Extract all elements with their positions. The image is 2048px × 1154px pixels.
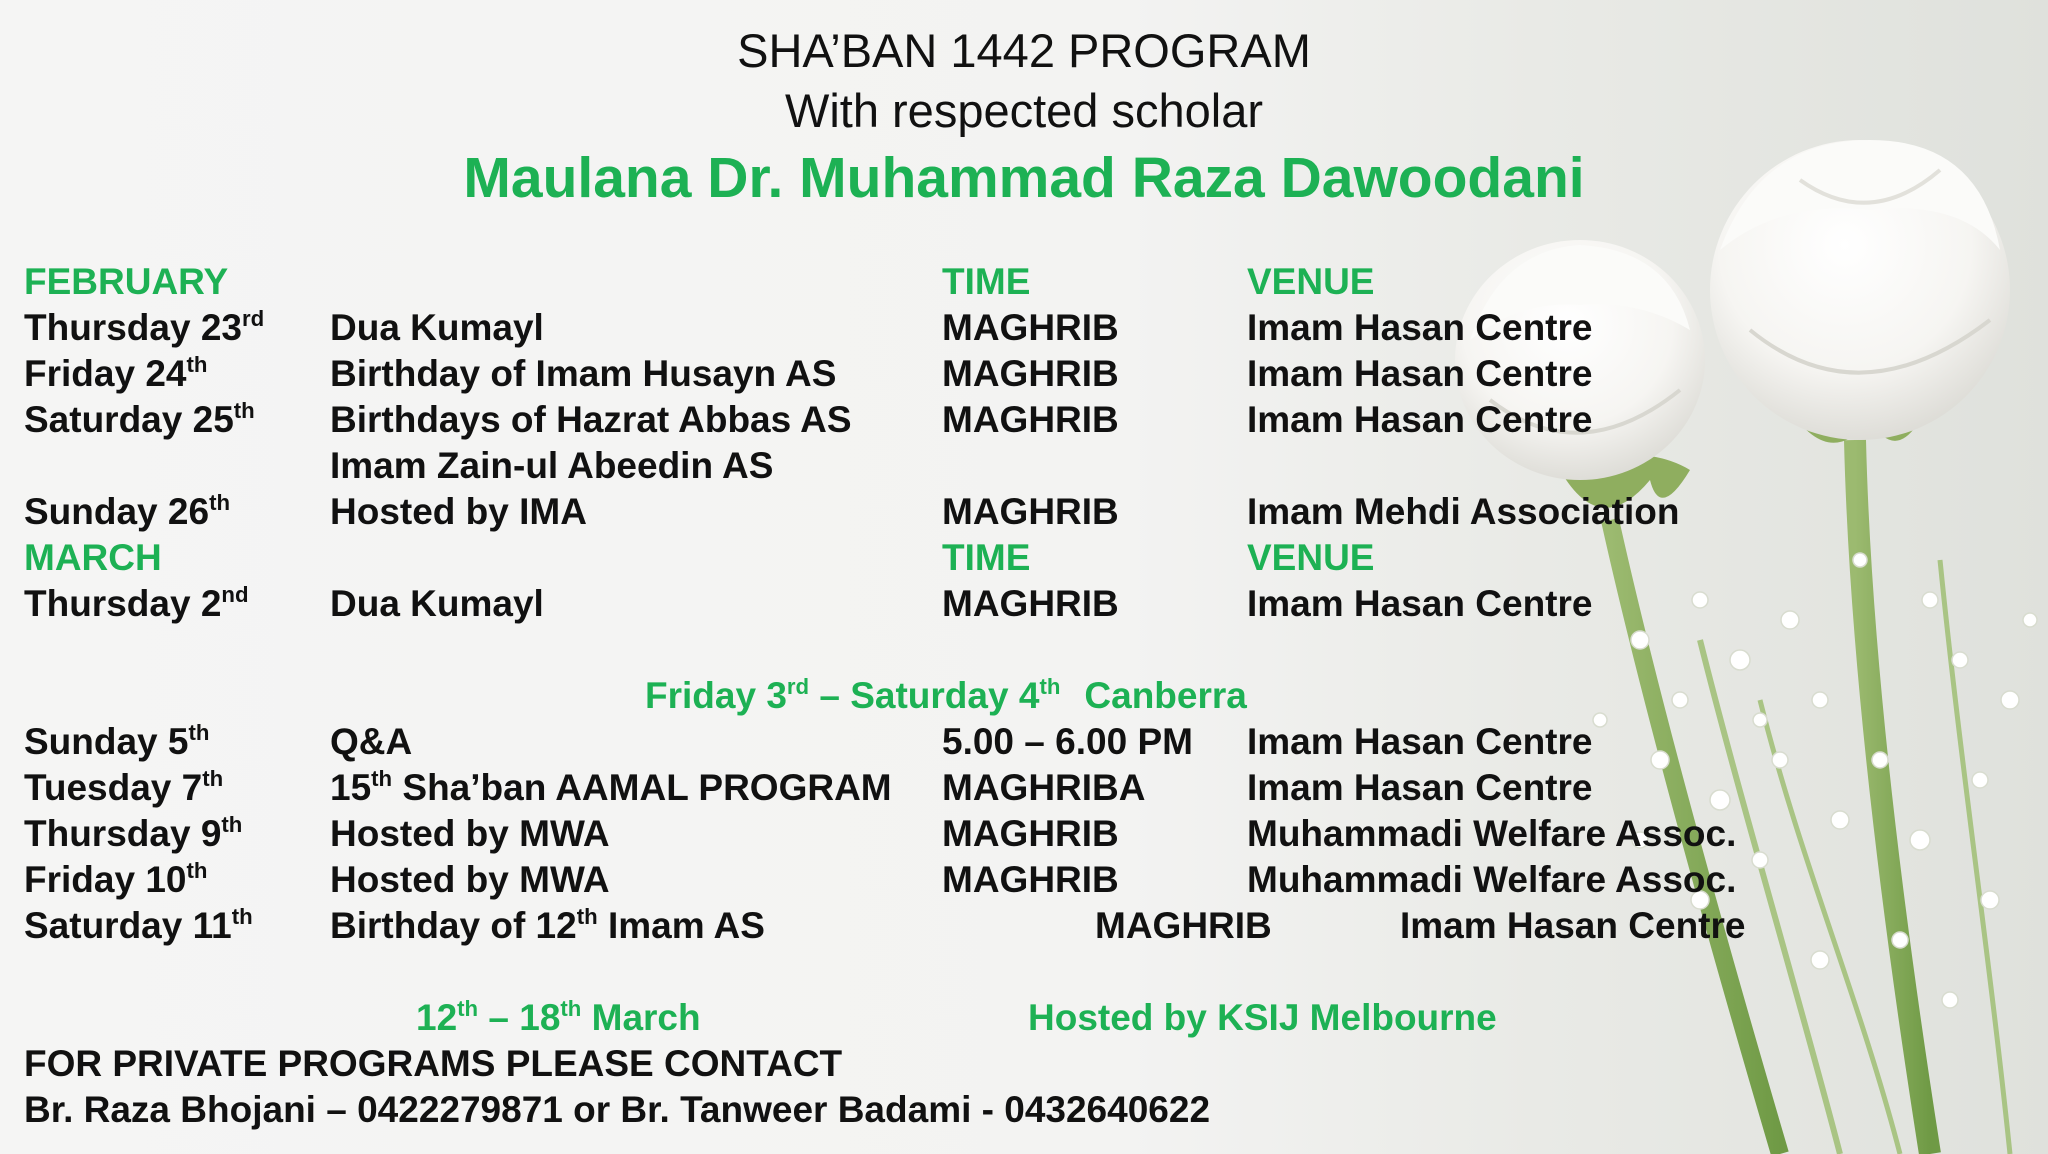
venue-header: VENUE xyxy=(1247,261,1375,302)
event-title: Birthdays of Hazrat Abbas AS xyxy=(330,399,852,440)
event-date: Thursday 2nd xyxy=(24,581,249,624)
event-venue: Muhammadi Welfare Assoc. xyxy=(1247,813,1737,854)
event-time: MAGHRIB xyxy=(942,583,1119,624)
event-time: MAGHRIB xyxy=(942,491,1119,532)
time-header: TIME xyxy=(942,261,1031,302)
event-time: MAGHRIB xyxy=(942,813,1119,854)
event-venue: Imam Hasan Centre xyxy=(1400,905,1746,946)
event-venue: Imam Hasan Centre xyxy=(1247,583,1593,624)
event-title: Hosted by MWA xyxy=(330,813,610,854)
event-date: Saturday 11th xyxy=(24,903,253,946)
event-date: Friday 10th xyxy=(24,857,208,900)
time-header: TIME xyxy=(942,537,1031,578)
event-date: Friday 24th xyxy=(24,351,208,394)
event-title: Dua Kumayl xyxy=(330,307,544,348)
event-venue: Muhammadi Welfare Assoc. xyxy=(1247,859,1737,900)
event-venue: Imam Hasan Centre xyxy=(1247,353,1593,394)
program-heading: SHA’BAN 1442 PROGRAM xyxy=(737,24,1311,77)
ksij-dates: 12th – 18th March xyxy=(416,995,701,1038)
event-time: MAGHRIB xyxy=(942,307,1119,348)
event-date: Thursday 23rd xyxy=(24,305,265,348)
event-venue: Imam Hasan Centre xyxy=(1247,721,1593,762)
event-date: Sunday 5th xyxy=(24,719,210,762)
month-february: FEBRUARY xyxy=(24,261,229,302)
event-date: Tuesday 7th xyxy=(24,765,224,808)
event-venue: Imam Mehdi Association xyxy=(1247,491,1680,532)
event-title: Hosted by IMA xyxy=(330,491,587,532)
event-title: 15th Sha’ban AAMAL PROGRAM xyxy=(330,765,892,808)
contact-heading: FOR PRIVATE PROGRAMS PLEASE CONTACT xyxy=(24,1043,843,1084)
event-venue: Imam Hasan Centre xyxy=(1247,399,1593,440)
scholar-intro: With respected scholar xyxy=(784,84,1264,137)
event-time: MAGHRIB xyxy=(942,353,1119,394)
contact-details: Br. Raza Bhojani – 0422279871 or Br. Tanweer Badami - 0432640622 xyxy=(24,1089,1211,1130)
event-title-continued: Imam Zain-ul Abeedin AS xyxy=(330,445,774,486)
event-venue: Imam Hasan Centre xyxy=(1247,307,1593,348)
event-venue: Imam Hasan Centre xyxy=(1247,767,1593,808)
event-title: Birthday of 12th Imam AS xyxy=(330,903,765,946)
event-date: Saturday 25th xyxy=(24,397,255,440)
event-date: Sunday 26th xyxy=(24,489,231,532)
event-title: Q&A xyxy=(330,721,413,762)
event-date: Thursday 9th xyxy=(24,811,243,854)
event-time: 5.00 – 6.00 PM xyxy=(942,721,1193,762)
event-time: MAGHRIB xyxy=(1095,905,1272,946)
event-time: MAGHRIB xyxy=(942,399,1119,440)
event-title: Dua Kumayl xyxy=(330,583,544,624)
venue-header: VENUE xyxy=(1247,537,1375,578)
canberra-banner: Friday 3rd – Saturday 4th Canberra xyxy=(645,673,1247,716)
scholar-name: Maulana Dr. Muhammad Raza Dawoodani xyxy=(463,146,1585,210)
event-time: MAGHRIB xyxy=(942,859,1119,900)
event-time: MAGHRIBA xyxy=(942,767,1146,808)
event-title: Birthday of Imam Husayn AS xyxy=(330,353,837,394)
ksij-host: Hosted by KSIJ Melbourne xyxy=(1028,997,1497,1038)
month-march: MARCH xyxy=(24,537,162,578)
event-title: Hosted by MWA xyxy=(330,859,610,900)
